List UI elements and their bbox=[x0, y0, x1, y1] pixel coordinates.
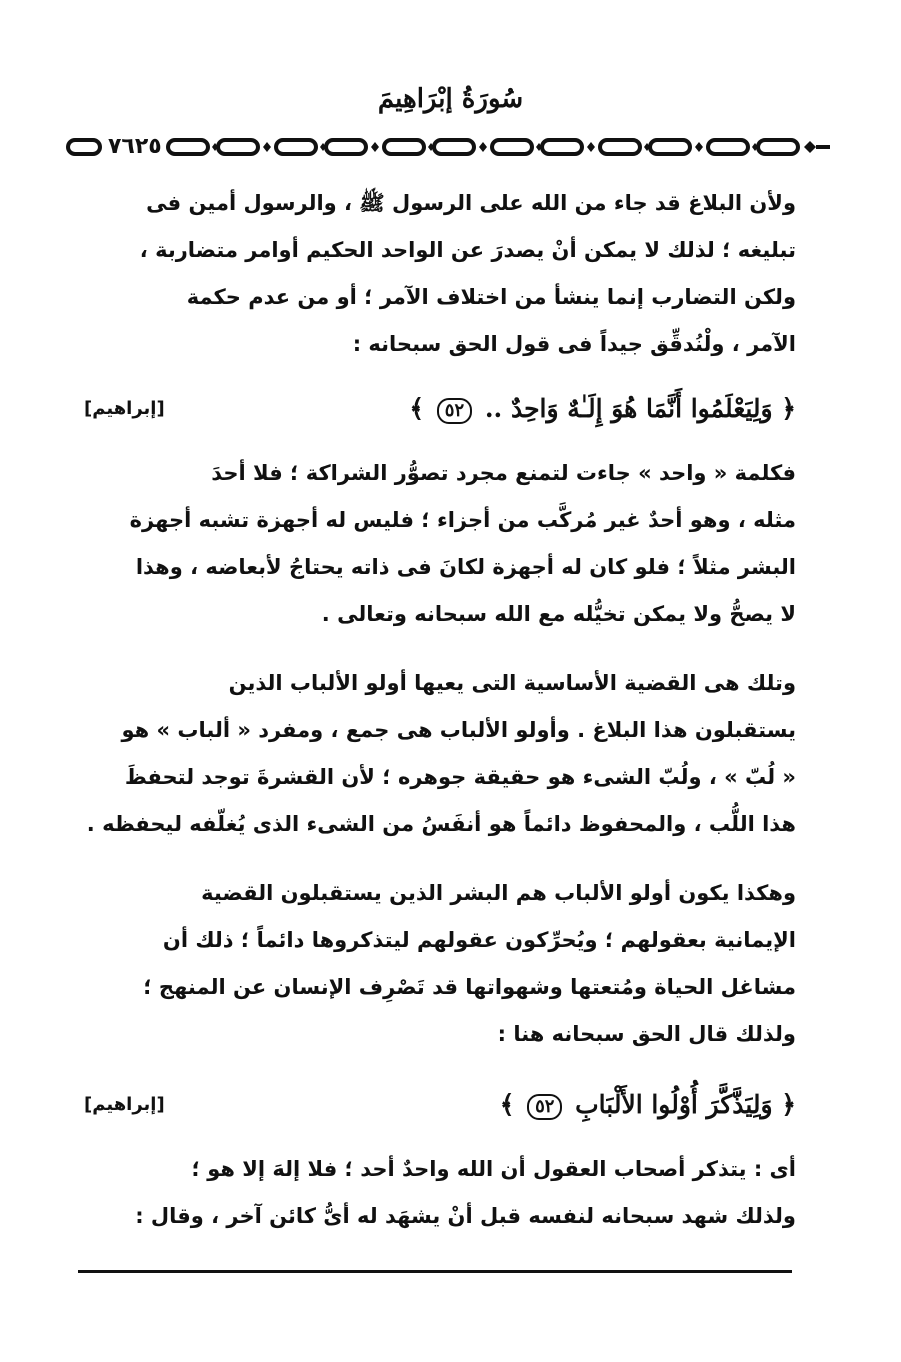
verse-close-bracket: ﴾ bbox=[499, 1090, 515, 1119]
text-line: هذا اللُّب ، والمحفوظ دائماً هو أنفَسُ من الشىء الذى يُغلّفه ليحفظه . bbox=[86, 812, 796, 836]
verse-text bbox=[500, 1082, 796, 1128]
text-line: وهكذا يكون أولو الألباب هم البشر الذين يستقبلون القضية bbox=[201, 881, 796, 905]
quran-verse-2 bbox=[80, 1082, 796, 1128]
text-line: ولأن البلاغ قد جاء من الله على الرسول ﷺ ، والرسول أمين فى bbox=[146, 191, 796, 215]
text-line: وتلك هى القضية الأساسية التى يعيها أولو الألباب الذين bbox=[228, 671, 796, 695]
text-line: مثله ، وهو أحدٌ غير مُركَّب من أجزاء ؛ فليس له أجهزة تشبه أجهزة bbox=[129, 508, 796, 532]
text-line: لا يصحُّ ولا يمكن تخيُّله مع الله سبحانه وتعالى . bbox=[321, 602, 796, 626]
chain-ornament-icon bbox=[64, 130, 834, 164]
verse-words: وَلِيَعْلَمُوا أَنَّمَا هُوَ إِلَـٰهٌ وَاحِدٌ .. bbox=[484, 394, 773, 423]
ayah-number: ٥٢ bbox=[437, 398, 472, 424]
text-line: « لُبّ » ، ولُبّ الشىء هو حقيقة جوهره ؛ لأن القشرةَ توجد لتحفظَ bbox=[124, 765, 796, 789]
verse-close-bracket: ﴾ bbox=[409, 394, 425, 423]
text-line: ولذلك قال الحق سبحانه هنا : bbox=[497, 1022, 796, 1046]
paragraph-5 bbox=[80, 1146, 796, 1240]
text-line: البشر مثلاً ؛ فلو كان له أجهزة لكانَ فى ذاته يحتاجُ لأبعاضه ، وهذا bbox=[135, 555, 796, 579]
text-line: يستقبلون هذا البلاغ . وأولو الألباب هى جمع ، ومفرد « ألباب » هو bbox=[121, 718, 796, 742]
quran-verse-1 bbox=[80, 386, 796, 432]
text-line: مشاغل الحياة ومُتعتها وشهواتها قد تَصْرِف الإنسان عن المنهج ؛ bbox=[143, 975, 796, 999]
paragraph-3 bbox=[80, 660, 796, 848]
text-line: ولكن التضارب إنما ينشأ من اختلاف الآمر ؛ أو من عدم حكمة bbox=[186, 285, 796, 309]
ayah-number: ٥٢ bbox=[527, 1094, 562, 1120]
verse-words: وَلِيَذَّكَّرَ أُوْلُوا الأَلْبَابِ bbox=[575, 1090, 773, 1119]
page-number: ٧٦٢٥ bbox=[104, 130, 166, 164]
text-line: ولذلك شهد سبحانه لنفسه قبل أنْ يشهَد له أىُّ كائن آخر ، وقال : bbox=[135, 1204, 796, 1228]
header-ornament-band bbox=[64, 130, 834, 164]
surah-title: سُورَةُ إبْرَاهِيمَ bbox=[377, 84, 524, 114]
verse-open-bracket: ﴿ bbox=[781, 1090, 796, 1119]
verse-reference: [إبراهيم] bbox=[84, 1094, 165, 1115]
text-line: فكلمة « واحد » جاءت لتمنع مجرد تصوُّر الشراكة ؛ فلا أحدَ bbox=[211, 461, 796, 485]
footer-divider bbox=[78, 1270, 792, 1273]
paragraph-4 bbox=[80, 870, 796, 1058]
paragraph-1 bbox=[80, 180, 796, 368]
text-line: تبليغه ؛ لذلك لا يمكن أنْ يصدرَ عن الواحد الحكيم أوامر متضاربة ، bbox=[139, 238, 796, 262]
verse-reference: [إبراهيم] bbox=[84, 398, 165, 419]
text-line: الإيمانية بعقولهم ؛ ويُحرِّكون عقولهم ليتذكروها دائماً ؛ ذلك أن bbox=[162, 928, 796, 952]
text-line: الآمر ، ولْنُدقِّق جيداً فى قول الحق سبحانه : bbox=[352, 332, 796, 356]
verse-text bbox=[409, 386, 796, 432]
paragraph-2 bbox=[80, 450, 796, 638]
text-line: أى : يتذكر أصحاب العقول أن الله واحدٌ أحد ؛ فلا إلهَ إلا هو ؛ bbox=[191, 1157, 796, 1181]
verse-open-bracket: ﴿ bbox=[781, 394, 796, 423]
